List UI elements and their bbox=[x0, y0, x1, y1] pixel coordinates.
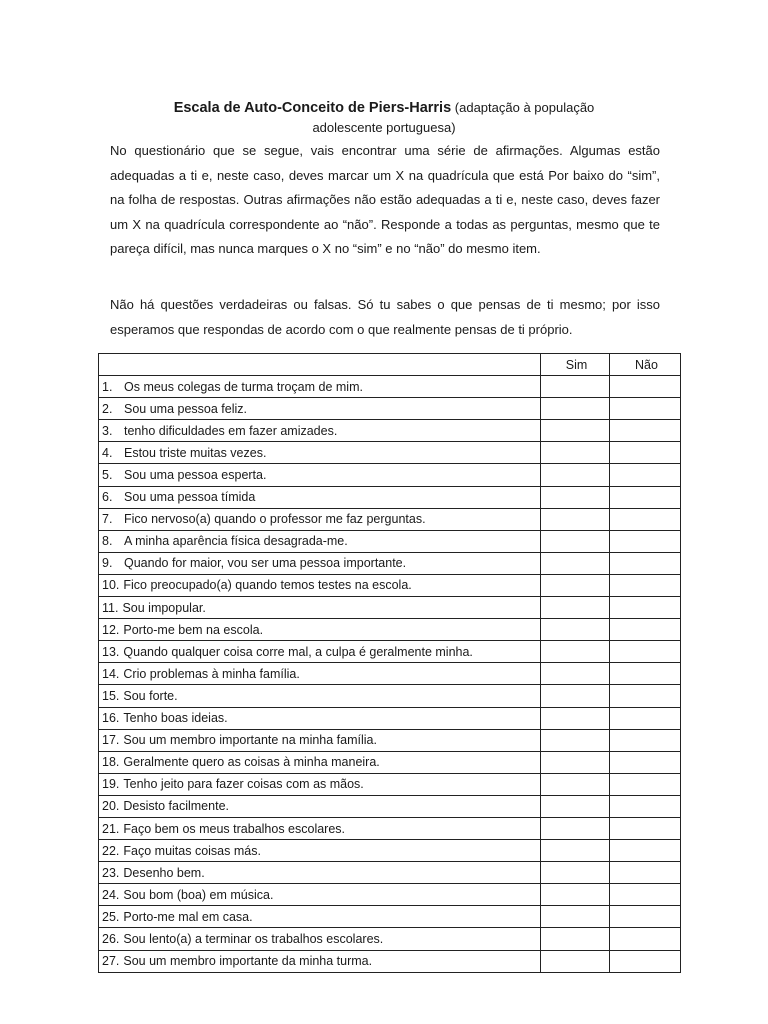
table-row bbox=[99, 597, 681, 619]
table-row bbox=[99, 906, 681, 928]
item-number: 16. bbox=[102, 711, 120, 726]
item-number: 17. bbox=[102, 733, 120, 748]
item-text: Fico nervoso(a) quando o professor me faz perguntas. bbox=[124, 512, 426, 527]
item-cell bbox=[99, 729, 541, 751]
table-row bbox=[99, 619, 681, 641]
item-number: 2. bbox=[102, 401, 113, 416]
item-number: 9. bbox=[102, 556, 113, 571]
item-number: 14. bbox=[102, 666, 120, 681]
item-cell bbox=[99, 574, 541, 596]
item-text: Sou uma pessoa tímida bbox=[124, 490, 256, 505]
answer-box-nao[interactable] bbox=[610, 464, 681, 486]
item-number: 19. bbox=[102, 777, 120, 792]
document-subtitle-part2: adolescente portuguesa) bbox=[312, 120, 456, 135]
answer-box-sim[interactable] bbox=[541, 707, 610, 729]
table-row bbox=[99, 641, 681, 663]
answer-box-sim[interactable] bbox=[541, 574, 610, 596]
item-number: 26. bbox=[102, 931, 120, 946]
item-text: Sou um membro importante na minha família. bbox=[123, 733, 377, 748]
answer-box-nao[interactable] bbox=[610, 398, 681, 420]
item-number: 13. bbox=[102, 644, 120, 659]
answer-box-sim[interactable] bbox=[541, 376, 610, 398]
item-text: Quando for maior, vou ser uma pessoa importante. bbox=[124, 556, 407, 571]
item-text: A minha aparência física desagrada-me. bbox=[124, 534, 348, 549]
answer-box-sim[interactable] bbox=[541, 464, 610, 486]
item-cell bbox=[99, 508, 541, 530]
item-text: Os meus colegas de turma troçam de mim. bbox=[124, 379, 363, 394]
item-number: 12. bbox=[102, 622, 120, 637]
answer-box-sim[interactable] bbox=[541, 751, 610, 773]
document-title: Escala de Auto-Conceito de Piers-Harris bbox=[173, 100, 452, 116]
item-cell bbox=[99, 840, 541, 862]
answer-box-sim[interactable] bbox=[541, 552, 610, 574]
item-cell bbox=[99, 663, 541, 685]
item-number: 22. bbox=[102, 843, 120, 858]
item-cell bbox=[99, 619, 541, 641]
table-row bbox=[99, 840, 681, 862]
item-cell bbox=[99, 817, 541, 839]
answer-box-nao[interactable] bbox=[610, 574, 681, 596]
item-cell bbox=[99, 420, 541, 442]
table-body bbox=[99, 376, 681, 973]
answer-box-nao[interactable] bbox=[610, 817, 681, 839]
answer-box-nao[interactable] bbox=[610, 530, 681, 552]
answer-box-sim[interactable] bbox=[541, 597, 610, 619]
item-cell bbox=[99, 597, 541, 619]
item-text: Sou impopular. bbox=[122, 600, 206, 615]
item-number: 4. bbox=[102, 445, 113, 460]
item-cell bbox=[99, 751, 541, 773]
item-text: Desenho bem. bbox=[123, 865, 205, 880]
answer-box-sim[interactable] bbox=[541, 420, 610, 442]
table-row bbox=[99, 530, 681, 552]
table-row bbox=[99, 817, 681, 839]
answer-box-nao[interactable] bbox=[610, 420, 681, 442]
table-row bbox=[99, 751, 681, 773]
table-row bbox=[99, 486, 681, 508]
item-cell bbox=[99, 906, 541, 928]
item-text: Tenho boas ideias. bbox=[123, 711, 228, 726]
answer-box-nao[interactable] bbox=[610, 773, 681, 795]
table-row bbox=[99, 862, 681, 884]
item-text: Porto-me bem na escola. bbox=[123, 622, 264, 637]
item-number: 1. bbox=[102, 379, 113, 394]
answer-box-nao[interactable] bbox=[610, 884, 681, 906]
item-number: 20. bbox=[102, 799, 120, 814]
table-row bbox=[99, 663, 681, 685]
item-text: Crio problemas à minha família. bbox=[123, 666, 300, 681]
answer-box-nao[interactable] bbox=[610, 840, 681, 862]
answer-box-nao[interactable] bbox=[610, 619, 681, 641]
item-number: 27. bbox=[102, 954, 120, 969]
item-number: 18. bbox=[102, 755, 120, 770]
item-text: Sou um membro importante da minha turma. bbox=[123, 954, 373, 969]
item-cell bbox=[99, 398, 541, 420]
answer-box-nao[interactable] bbox=[610, 950, 681, 972]
item-text: Desisto facilmente. bbox=[123, 799, 229, 814]
item-cell bbox=[99, 486, 541, 508]
questionnaire-table bbox=[98, 353, 681, 973]
answer-box-sim[interactable] bbox=[541, 817, 610, 839]
table-row bbox=[99, 464, 681, 486]
answer-box-nao[interactable] bbox=[610, 928, 681, 950]
answer-box-sim[interactable] bbox=[541, 773, 610, 795]
answer-box-sim[interactable] bbox=[541, 663, 610, 685]
answer-box-nao[interactable] bbox=[610, 707, 681, 729]
table-row bbox=[99, 508, 681, 530]
item-cell bbox=[99, 641, 541, 663]
item-number: 25. bbox=[102, 909, 120, 924]
answer-box-nao[interactable] bbox=[610, 641, 681, 663]
item-number: 10. bbox=[102, 578, 120, 593]
answer-box-sim[interactable] bbox=[541, 398, 610, 420]
table-row bbox=[99, 420, 681, 442]
answer-box-nao[interactable] bbox=[610, 486, 681, 508]
item-cell bbox=[99, 928, 541, 950]
table-row bbox=[99, 707, 681, 729]
item-text: Estou triste muitas vezes. bbox=[124, 445, 267, 460]
item-cell bbox=[99, 376, 541, 398]
table-row bbox=[99, 884, 681, 906]
answer-box-sim[interactable] bbox=[541, 906, 610, 928]
item-number: 5. bbox=[102, 468, 113, 483]
answer-box-nao[interactable] bbox=[610, 508, 681, 530]
item-text: Sou uma pessoa esperta. bbox=[124, 468, 267, 483]
item-cell bbox=[99, 464, 541, 486]
answer-box-sim[interactable] bbox=[541, 486, 610, 508]
answer-box-sim[interactable] bbox=[541, 619, 610, 641]
header-no: Não bbox=[610, 354, 681, 376]
item-cell bbox=[99, 442, 541, 464]
title-block bbox=[100, 98, 668, 137]
answer-box-nao[interactable] bbox=[610, 442, 681, 464]
item-number: 23. bbox=[102, 865, 120, 880]
answer-box-nao[interactable] bbox=[610, 751, 681, 773]
item-number: 3. bbox=[102, 423, 113, 438]
item-text: Porto-me mal em casa. bbox=[123, 909, 253, 924]
item-number: 21. bbox=[102, 821, 120, 836]
answer-box-sim[interactable] bbox=[541, 840, 610, 862]
answer-box-nao[interactable] bbox=[610, 795, 681, 817]
item-number: 24. bbox=[102, 887, 120, 902]
item-cell bbox=[99, 950, 541, 972]
answer-box-nao[interactable] bbox=[610, 552, 681, 574]
item-cell bbox=[99, 795, 541, 817]
table-row bbox=[99, 950, 681, 972]
answer-box-nao[interactable] bbox=[610, 597, 681, 619]
item-text: Faço muitas coisas más. bbox=[123, 843, 261, 858]
table-row bbox=[99, 928, 681, 950]
table-row bbox=[99, 795, 681, 817]
table-row bbox=[99, 773, 681, 795]
table-row bbox=[99, 685, 681, 707]
table-row bbox=[99, 552, 681, 574]
table-row bbox=[99, 574, 681, 596]
item-text: Sou uma pessoa feliz. bbox=[124, 401, 247, 416]
item-text: Quando qualquer coisa corre mal, a culpa é geralmente minha. bbox=[123, 644, 473, 659]
header-item-cell bbox=[99, 354, 541, 376]
answer-box-nao[interactable] bbox=[610, 685, 681, 707]
answer-box-nao[interactable] bbox=[610, 906, 681, 928]
item-cell bbox=[99, 530, 541, 552]
answer-box-sim[interactable] bbox=[541, 884, 610, 906]
item-cell bbox=[99, 552, 541, 574]
table-row bbox=[99, 442, 681, 464]
item-cell bbox=[99, 884, 541, 906]
document-subtitle-part1: (adaptação à população bbox=[454, 100, 595, 115]
answer-box-sim[interactable] bbox=[541, 862, 610, 884]
table-row bbox=[99, 729, 681, 751]
intro-paragraph-2: Não há questões verdadeiras ou falsas. Só tu sabes o que pensas de ti mesmo; por isso esperamos que respondas de acordo com o que realmente pensas de ti próprio. bbox=[110, 297, 660, 337]
item-text: Fico preocupado(a) quando temos testes na escola. bbox=[123, 578, 412, 593]
answer-box-nao[interactable] bbox=[610, 376, 681, 398]
item-number: 15. bbox=[102, 688, 120, 703]
item-text: Sou forte. bbox=[123, 688, 178, 703]
item-text: tenho dificuldades em fazer amizades. bbox=[124, 423, 338, 438]
table-row bbox=[99, 398, 681, 420]
answer-box-sim[interactable] bbox=[541, 729, 610, 751]
answer-box-sim[interactable] bbox=[541, 950, 610, 972]
answer-box-sim[interactable] bbox=[541, 795, 610, 817]
answer-box-sim[interactable] bbox=[541, 508, 610, 530]
answer-box-sim[interactable] bbox=[541, 641, 610, 663]
item-text: Sou lento(a) a terminar os trabalhos escolares. bbox=[123, 931, 384, 946]
item-cell bbox=[99, 707, 541, 729]
item-cell bbox=[99, 685, 541, 707]
intro-paragraph-1: No questionário que se segue, vais encontrar uma série de afirmações. Algumas estão adequadas a ti e, neste caso, deves marcar um X na quadrícula que está Por baixo do “sim”, na folha de respostas. Outras afirmações não estão adequadas a ti e, neste caso, deves fazer um X na quadrícula correspondente ao “não”. Responde a todas as perguntas, mesmo que te pareça difícil, mas nunca marques o X no “sim” e no “não” do mesmo item. bbox=[110, 143, 660, 256]
answer-box-nao[interactable] bbox=[610, 729, 681, 751]
item-text: Sou bom (boa) em música. bbox=[123, 887, 274, 902]
item-number: 11. bbox=[102, 600, 119, 615]
table-header-row bbox=[99, 354, 681, 376]
answer-box-nao[interactable] bbox=[610, 862, 681, 884]
table-row bbox=[99, 376, 681, 398]
header-yes: Sim bbox=[541, 354, 610, 376]
answer-box-sim[interactable] bbox=[541, 928, 610, 950]
item-cell bbox=[99, 862, 541, 884]
item-cell bbox=[99, 773, 541, 795]
item-text: Tenho jeito para fazer coisas com as mãos. bbox=[123, 777, 364, 792]
answer-box-sim[interactable] bbox=[541, 530, 610, 552]
item-text: Faço bem os meus trabalhos escolares. bbox=[123, 821, 346, 836]
item-number: 6. bbox=[102, 490, 113, 505]
item-number: 7. bbox=[102, 512, 113, 527]
item-text: Geralmente quero as coisas à minha maneira. bbox=[123, 755, 380, 770]
item-number: 8. bbox=[102, 534, 113, 549]
answer-box-nao[interactable] bbox=[610, 663, 681, 685]
answer-box-sim[interactable] bbox=[541, 685, 610, 707]
answer-box-sim[interactable] bbox=[541, 442, 610, 464]
